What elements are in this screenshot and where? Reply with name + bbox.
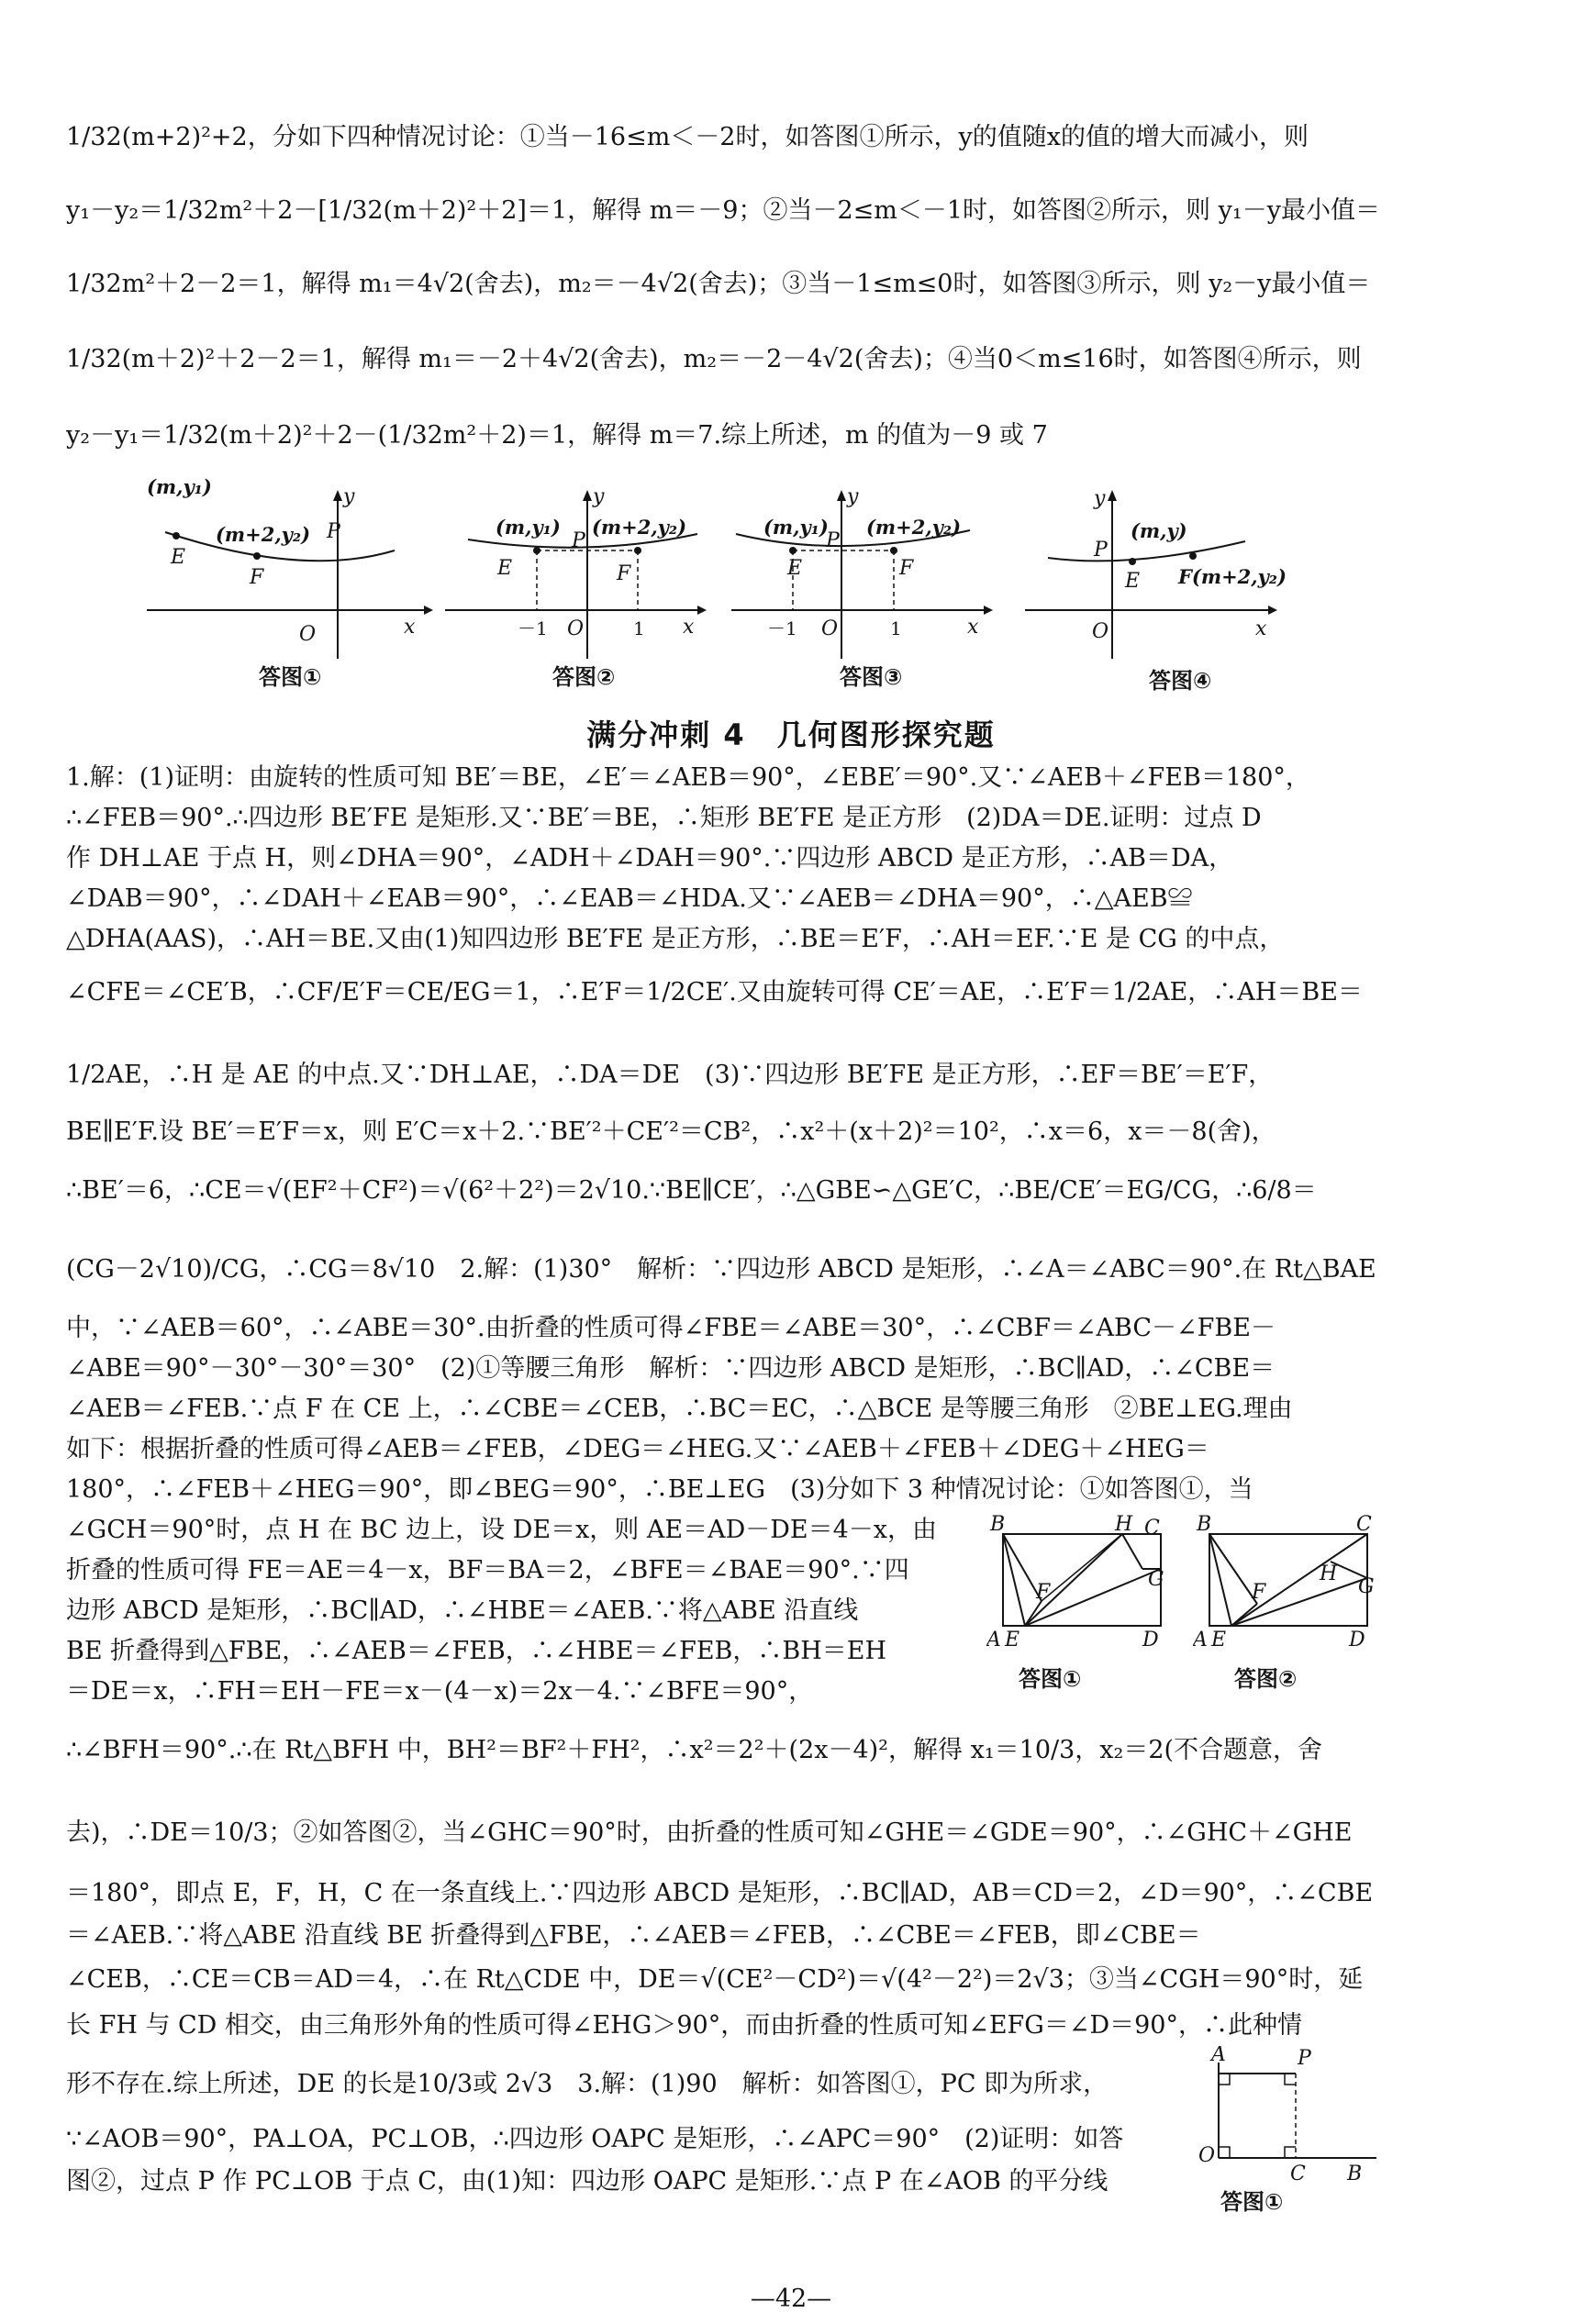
label-f: F — [617, 562, 631, 585]
point-label: (m,y) — [1131, 519, 1187, 542]
text-line: 1/32m²＋2－2＝1，解得 m₁＝4√2(舍去)，m₂＝－4√2(舍去)；③当－1≤m≤0时，如答图③所示，则 y₂－y最小值＝ — [66, 270, 1371, 298]
label-a: A — [1193, 1629, 1208, 1651]
label-p: P — [327, 520, 340, 543]
section-title: 满分冲刺 4 几何图形探究题 — [586, 717, 996, 752]
label-e: E — [1005, 1629, 1020, 1651]
label-p: P — [572, 529, 585, 552]
text-line: 形不存在.综上所述，DE 的长是10/3或 2√3 3.解：(1)90 解析：如答图①，PC 即为所求， — [66, 2070, 1109, 2098]
caption: 答图① — [1220, 2189, 1284, 2215]
text-line: 折叠的性质可得 FE＝AE＝4－x，BF＝BA＝2，∠BFE＝∠BAE＝90°.∵四 — [66, 1556, 909, 1585]
label-y: y — [847, 485, 859, 508]
label-e: E — [1211, 1629, 1227, 1651]
label-o: O — [1198, 2144, 1216, 2167]
label-neg1: －1 — [518, 617, 548, 639]
label-b: B — [990, 1514, 1006, 1536]
point-label: (m,y₁) — [496, 516, 561, 539]
label-f: F — [1036, 1581, 1051, 1604]
label-e: E — [787, 557, 803, 580]
text-line: 1/32(m＋2)²＋2－2＝1，解得 m₁＝－2＋4√2(舍去)，m₂＝－2－4√2(舍去)；④当0＜m≤16时，如答图④所示，则 — [66, 345, 1362, 373]
label-one: 1 — [633, 617, 645, 639]
label-c: C — [1144, 1517, 1160, 1540]
label-f: F — [250, 566, 264, 589]
text-line: 1.解：(1)证明：由旋转的性质可知 BE′＝BE，∠E′＝∠AEB＝90°，∠EBE′＝90°.又∵∠AEB＋∠FEB＝180°， — [66, 763, 1310, 792]
label-h: H — [1115, 1514, 1133, 1536]
label-p: P — [826, 529, 840, 552]
text-line: ∠AEB＝∠FEB.∵点 F 在 CE 上，∴∠CBE＝∠CEB，∴BC＝EC，∴△BCE 是等腰三角形 ②BE⊥EG.理由 — [66, 1395, 1293, 1423]
text-line: ∵∠AOB＝90°，PA⊥OA，PC⊥OB，∴四边形 OAPC 是矩形，∴∠APC＝90° (2)证明：如答 — [66, 2125, 1124, 2153]
text-line: 中，∵∠AEB＝60°，∴∠ABE＝30°.由折叠的性质可得∠FBE＝∠ABE＝30°，∴∠CBF＝∠ABC－∠FBE－ — [66, 1314, 1276, 1342]
point-label: (m+2,y₂) — [866, 516, 962, 539]
point-label: (m,y₁) — [147, 477, 212, 498]
text-line: ∠CFE＝∠CE′B，∴CF/E′F＝CE/EG＝1，∴E′F＝1/2CE′.又由旋转可得 CE′＝AE，∴E′F＝1/2AE，∴AH＝BE＝ — [66, 978, 1363, 1006]
label-f: F — [1252, 1581, 1266, 1604]
text-line: ∠ABE＝90°－30°－30°＝30° (2)①等腰三角形 解析：∵四边形 ABCD 是矩形，∴BC∥AD，∴∠CBE＝ — [66, 1354, 1276, 1383]
text-line: 1/2AE，∴H 是 AE 的中点.又∵DH⊥AE，∴DA＝DE (3)∵四边形 BE′FE 是正方形，∴EF＝BE′＝E′F， — [66, 1061, 1274, 1089]
label-p: P — [1298, 2047, 1311, 2070]
label-a: A — [1211, 2046, 1226, 2066]
caption: 答图② — [552, 664, 616, 690]
label-g: G — [1148, 1568, 1164, 1591]
point-label: F(m+2,y₂) — [1178, 565, 1287, 588]
label-o: O — [567, 617, 585, 640]
parabola-figure-4 — [1020, 477, 1296, 661]
text-line: y₂－y₁＝1/32(m＋2)²＋2－(1/32m²＋2)＝1，解得 m＝7.综上所述，m 的值为－9 或 7 — [66, 421, 1048, 450]
text-line: ∠CEB，∴CE＝CB＝AD＝4，∴在 Rt△CDE 中，DE＝√(CE²－CD²)＝√(4²－2²)＝2√3；③当∠CGH＝90°时，延 — [66, 1965, 1364, 1994]
label-o: O — [299, 623, 317, 646]
label-x: x — [404, 616, 416, 639]
rect-figure-1 — [986, 1514, 1170, 1651]
point-label: (m,y₁) — [763, 516, 829, 539]
label-e: E — [497, 557, 513, 580]
label-y: y — [1094, 487, 1106, 510]
square-figure — [1193, 2046, 1386, 2184]
rect-figure-2 — [1193, 1514, 1376, 1651]
text-line: ∴∠FEB＝90°.∴四边形 BE′FE 是矩形.又∵BE′＝BE，∴矩形 BE′FE 是正方形 (2)DA＝DE.证明：过点 D — [66, 804, 1262, 832]
text-line: 去)，∴DE＝10/3；②如答图②，当∠GHC＝90°时，由折叠的性质可知∠GHE＝∠GDE＝90°，∴∠GHC＋∠GHE — [66, 1818, 1353, 1847]
label-o: O — [821, 617, 839, 640]
parabola-figure-1 — [147, 477, 440, 661]
label-y: y — [343, 485, 355, 508]
text-line: 如下：根据折叠的性质可得∠AEB＝∠FEB，∠DEG＝∠HEG.又∵∠AEB＋∠FEB＋∠DEG＋∠HEG＝ — [66, 1435, 1209, 1463]
caption: 答图④ — [1149, 668, 1212, 694]
text-line: 作 DH⊥AE 于点 H，则∠DHA＝90°，∠ADH＋∠DAH＝90°.∵四边形 ABCD 是正方形，∴AB＝DA， — [66, 844, 1234, 873]
point-label: (m+2,y₂) — [216, 523, 311, 546]
caption: 答图① — [259, 664, 322, 690]
caption: 答图② — [1234, 1666, 1298, 1692]
label-e: E — [1125, 570, 1141, 593]
caption: 答图① — [1019, 1666, 1082, 1692]
text-line: y₁－y₂＝1/32m²＋2－[1/32(m＋2)²＋2]＝1，解得 m＝－9；②当－2≤m＜－1时，如答图②所示，则 y₁－y最小值＝ — [66, 196, 1380, 225]
text-line: BE 折叠得到△FBE，∴∠AEB＝∠FEB，∴∠HBE＝∠FEB，∴BH＝EH — [66, 1637, 887, 1665]
label-o: O — [1092, 620, 1109, 643]
text-line: ＝180°，即点 E，F，H，C 在一条直线上.∵四边形 ABCD 是矩形，∴BC∥AD，AB＝CD＝2，∠D＝90°，∴∠CBE — [66, 1879, 1374, 1907]
label-neg1: －1 — [767, 617, 797, 639]
text-line: △DHA(AAS)，∴AH＝BE.又由(1)知四边形 BE′FE 是正方形，∴BE＝E′F，∴AH＝EF.∵E 是 CG 的中点， — [66, 925, 1285, 953]
text-line: 1/32(m+2)²+2，分如下四种情况讨论：①当－16≤m＜－2时，如答图①所示，y的值随x的值的增大而减小，则 — [66, 123, 1309, 151]
label-e: E — [171, 546, 186, 569]
page-number: —42— — [750, 2285, 832, 2313]
label-b: B — [1197, 1514, 1212, 1536]
label-b: B — [1347, 2163, 1363, 2184]
label-d: D — [1349, 1629, 1365, 1651]
label-c: C — [1356, 1514, 1372, 1536]
text-line: ∴BE′＝6，∴CE＝√(EF²＋CF²)＝√(6²＋2²)＝2√10.∵BE∥CE′，∴△GBE∽△GE′C，∴BE/CE′＝EG/CG，∴6/8＝ — [66, 1176, 1317, 1205]
label-x: x — [683, 616, 695, 639]
label-x: x — [1255, 617, 1267, 640]
parabola-figure-2 — [440, 477, 716, 661]
text-line: ∴∠BFH＝90°.∴在 Rt△BFH 中，BH²＝BF²＋FH²，∴x²＝2²＋(2x－4)²，解得 x₁＝10/3，x₂＝2(不合题意，舍 — [66, 1736, 1323, 1764]
text-line: (CG－2√10)/CG，∴CG＝8√10 2.解：(1)30° 解析：∵四边形 ABCD 是矩形，∴∠A＝∠ABC＝90°.在 Rt△BAE — [66, 1255, 1376, 1284]
label-c: C — [1290, 2163, 1306, 2184]
text-line: 图②，过点 P 作 PC⊥OB 于点 C，由(1)知：四边形 OAPC 是矩形.∵点 P 在∠AOB 的平分线 — [66, 2167, 1109, 2196]
label-g: G — [1358, 1575, 1375, 1598]
text-line: 180°，∴∠FEB＋∠HEG＝90°，即∠BEG＝90°，∴BE⊥EG (3)分如下 3 种情况讨论：①如答图①，当 — [66, 1475, 1253, 1504]
label-h: H — [1320, 1562, 1338, 1585]
parabola-figure-3 — [727, 477, 1002, 661]
label-p: P — [1094, 539, 1108, 562]
text-line: 长 FH 与 CD 相交，由三角形外角的性质可得∠EHG＞90°，而由折叠的性质可知∠EFG＝∠D＝90°，∴此种情 — [66, 2011, 1302, 2040]
caption: 答图③ — [840, 664, 903, 690]
point-label: (m+2,y₂) — [592, 516, 687, 539]
text-line: 边形 ABCD 是矩形，∴BC∥AD，∴∠HBE＝∠AEB.∵将△ABE 沿直线 — [66, 1596, 859, 1625]
label-one: 1 — [890, 617, 902, 639]
text-line: ∠GCH＝90°时，点 H 在 BC 边上，设 DE＝x，则 AE＝AD－DE＝4－x，由 — [66, 1516, 937, 1544]
text-line: BE∥E′F.设 BE′＝E′F＝x，则 E′C＝x＋2.∵BE′²＋CE′²＝CB²，∴x²＋(x＋2)²＝10²，∴x＝6，x＝－8(舍)， — [66, 1118, 1276, 1146]
text-line: ＝DE＝x，∴FH＝EH－FE＝x－(4－x)＝2x－4.∵∠BFE＝90°， — [66, 1677, 814, 1706]
label-f: F — [899, 557, 914, 580]
text-line: ＝∠AEB.∵将△ABE 沿直线 BE 折叠得到△FBE，∴∠AEB＝∠FEB，∴∠CBE＝∠FEB，即∠CBE＝ — [66, 1921, 1201, 1950]
label-x: x — [967, 616, 979, 639]
label-d: D — [1142, 1629, 1159, 1651]
label-y: y — [593, 485, 605, 508]
label-a: A — [986, 1629, 1001, 1651]
text-line: ∠DAB＝90°，∴∠DAH＋∠EAB＝90°，∴∠EAB＝∠HDA.又∵∠AEB＝∠DHA＝90°，∴△AEB≌ — [66, 884, 1193, 913]
